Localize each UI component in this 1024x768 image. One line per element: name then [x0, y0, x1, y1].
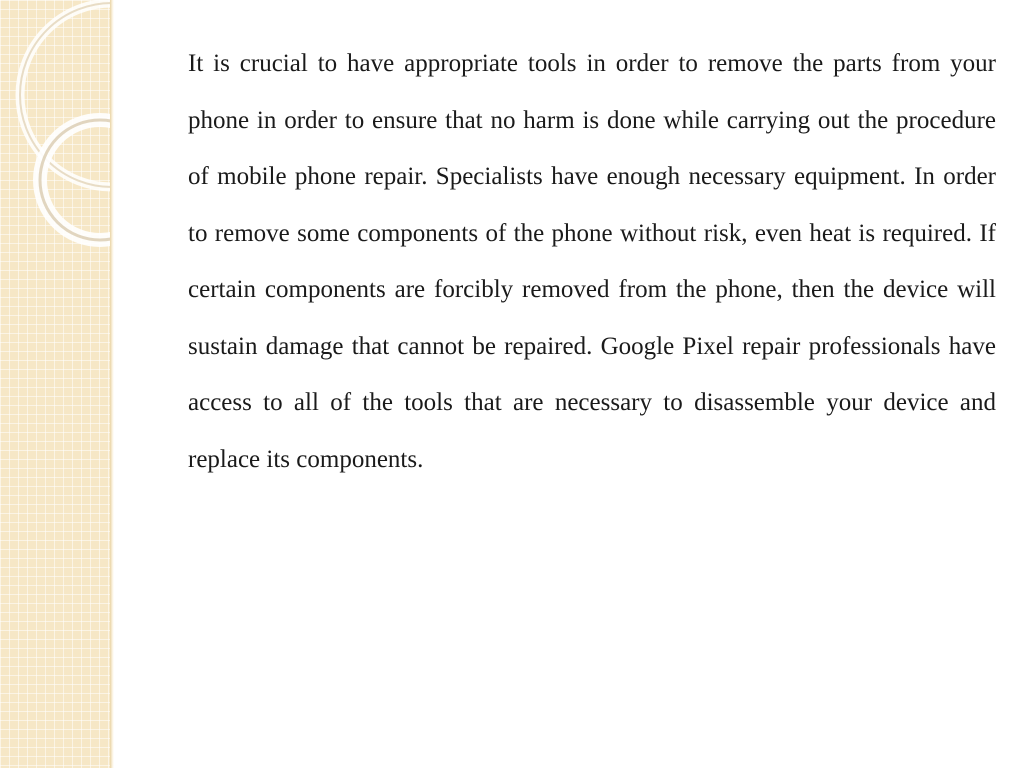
body-paragraph: It is crucial to have appropriate tools in order to remove the parts from your phone in order to ensure that no harm is done while carrying out the procedure of mobile phone repair. Specialists have enough necessary equipment. In order to remove some components of the phone without risk, even heat is required. If certain components are forcibly removed from the phone, then the device will sustain damage that cannot be repaired. Google Pixel repair professionals have access to all of the tools that are necessary to disassemble your device and replace its components.	[188, 50, 996, 473]
decorative-side-band	[0, 0, 112, 768]
side-band-edge	[110, 0, 114, 768]
decorative-circles	[0, 0, 112, 260]
